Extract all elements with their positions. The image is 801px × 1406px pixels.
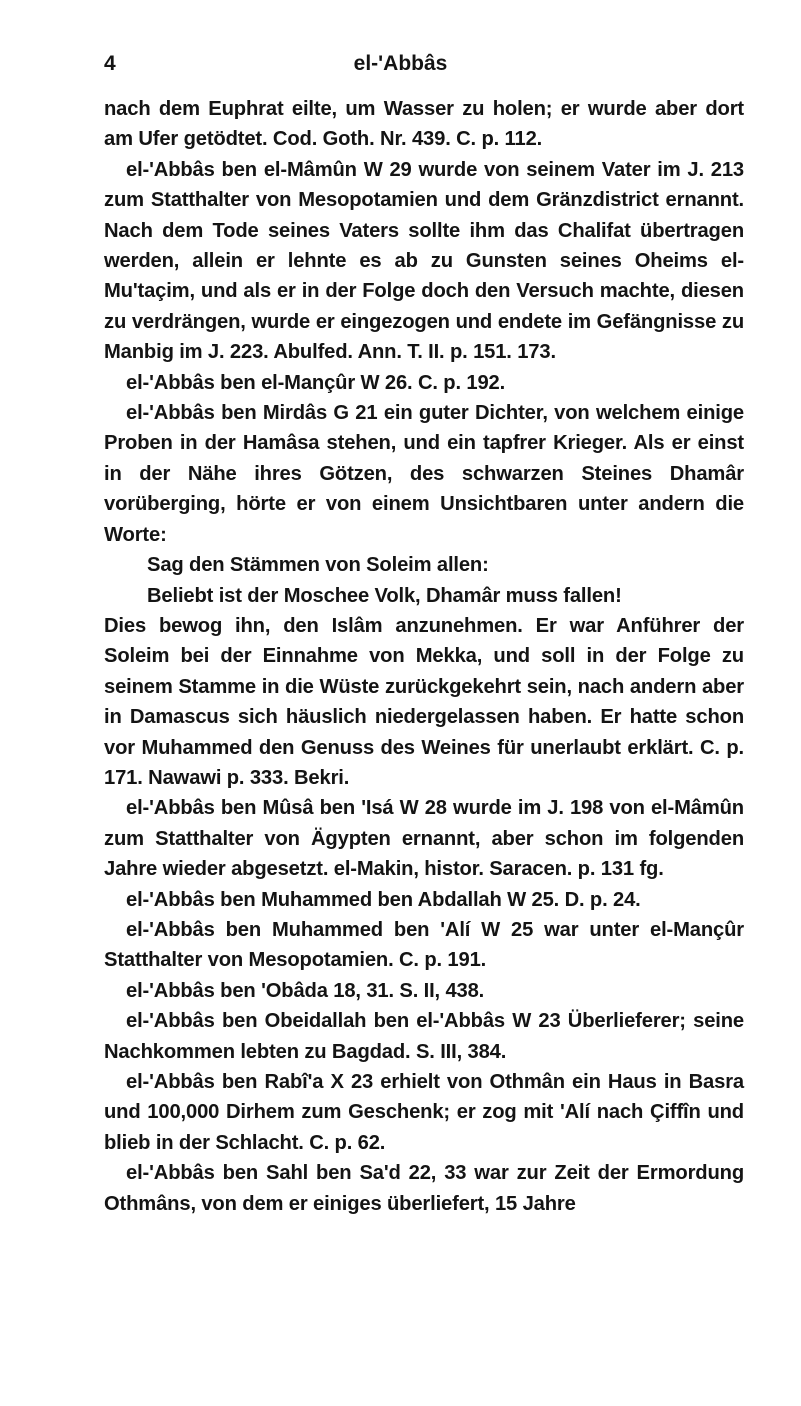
entry-abbas-ben-mamun: el-'Abbâs ben el-Mâmûn W 29 wurde von seinem Vater im J. 213 zum Statthalter von Mesopotamien und dem Gränzdistrict ernannt. Nach dem Tode seines Vaters sollte ihm das Chalifat übertragen werden, allein er lehnte es ab zu Gunsten seines Oheims el-Mu'taçim, und als er in der Folge doch den Versuch machte, diesen zu verdrängen, wurde er eingezogen und endete im Gefängnisse zu Manbig im J. 223. Abulfed. Ann. T. II. p. 151. 173.: [104, 158, 744, 364]
entry-abbas-ben-sahl: el-'Abbâs ben Sahl ben Sa'd 22, 33 war zur Zeit der Ermordung Othmâns, von dem er einiges überliefert, 15 Jahre: [104, 1162, 744, 1215]
entry-abbas-ben-musa: el-'Abbâs ben Mûsâ ben 'Isá W 28 wurde im J. 198 von el-Mâmûn zum Statthalter von Ägypten ernannt, aber schon im folgenden Jahre wieder abgesetzt. el-Makin, histor. Saracen. p. 131 fg.: [104, 797, 744, 881]
entry-abbas-ben-mancur: el-'Abbâs ben el-Mançûr W 26. C. p. 192.: [126, 371, 506, 394]
paragraph: Dies bewog ihn, den Islâm anzunehmen. Er war Anführer der Soleim bei der Einnahme von Mekka, und soll in der Folge zu seinem Stamme in die Wüste zurückgekehrt sein, nach andern aber in Damascus sich häuslich niedergelassen haben. Er hatte schon vor Muhammed den Genuss des Weines für unerlaubt erklärt. C. p. 171. Nawawi p. 333. Bekri.: [104, 614, 744, 789]
poem-line: Beliebt ist der Moschee Volk, Dhamâr muss fallen!: [147, 584, 622, 607]
entry-abbas-ben-obada: el-'Abbâs ben 'Obâda 18, 31. S. II, 438.: [126, 979, 485, 1002]
entry-abbas-ben-obeidallah: el-'Abbâs ben Obeidallah ben el-'Abbâs W 23 Überlieferer; seine Nachkommen lebten zu Bagdad. S. III, 384.: [104, 1010, 744, 1063]
page-number: 4: [104, 52, 116, 75]
entry-abbas-ben-mirdas: el-'Abbâs ben Mirdâs G 21 ein guter Dichter, von welchem einige Proben in der Hamâsa stehen, und ein tapfrer Krieger. Als er einst in der Nähe ihres Götzen, des schwarzen Steines Dhamâr vorüberging, hörte er von einem Unsichtbaren unter andern die Worte:: [104, 402, 744, 546]
running-title: el-'Abbâs: [353, 52, 448, 75]
paragraph: nach dem Euphrat eilte, um Wasser zu holen; er wurde aber dort am Ufer getödtet. Cod. Goth. Nr. 439. C. p. 112.: [104, 98, 744, 151]
poem-line: Sag den Stämmen von Soleim allen:: [147, 554, 489, 577]
body-text: [104, 94, 744, 1219]
entry-abbas-ben-rabia: el-'Abbâs ben Rabî'a X 23 erhielt von Othmân ein Haus in Basra und 100,000 Dirhem zum Geschenk; er zog mit 'Alí nach Çiffîn und blieb in der Schlacht. C. p. 62.: [104, 1071, 744, 1154]
entry-abbas-ben-muhammed-ali: el-'Abbâs ben Muhammed ben 'Alí W 25 war unter el-Mançûr Statthalter von Mesopotamien. C. p. 191.: [104, 918, 744, 972]
entry-abbas-ben-muhammed-abdallah: el-'Abbâs ben Muhammed ben Abdallah W 25. D. p. 24.: [126, 888, 641, 911]
